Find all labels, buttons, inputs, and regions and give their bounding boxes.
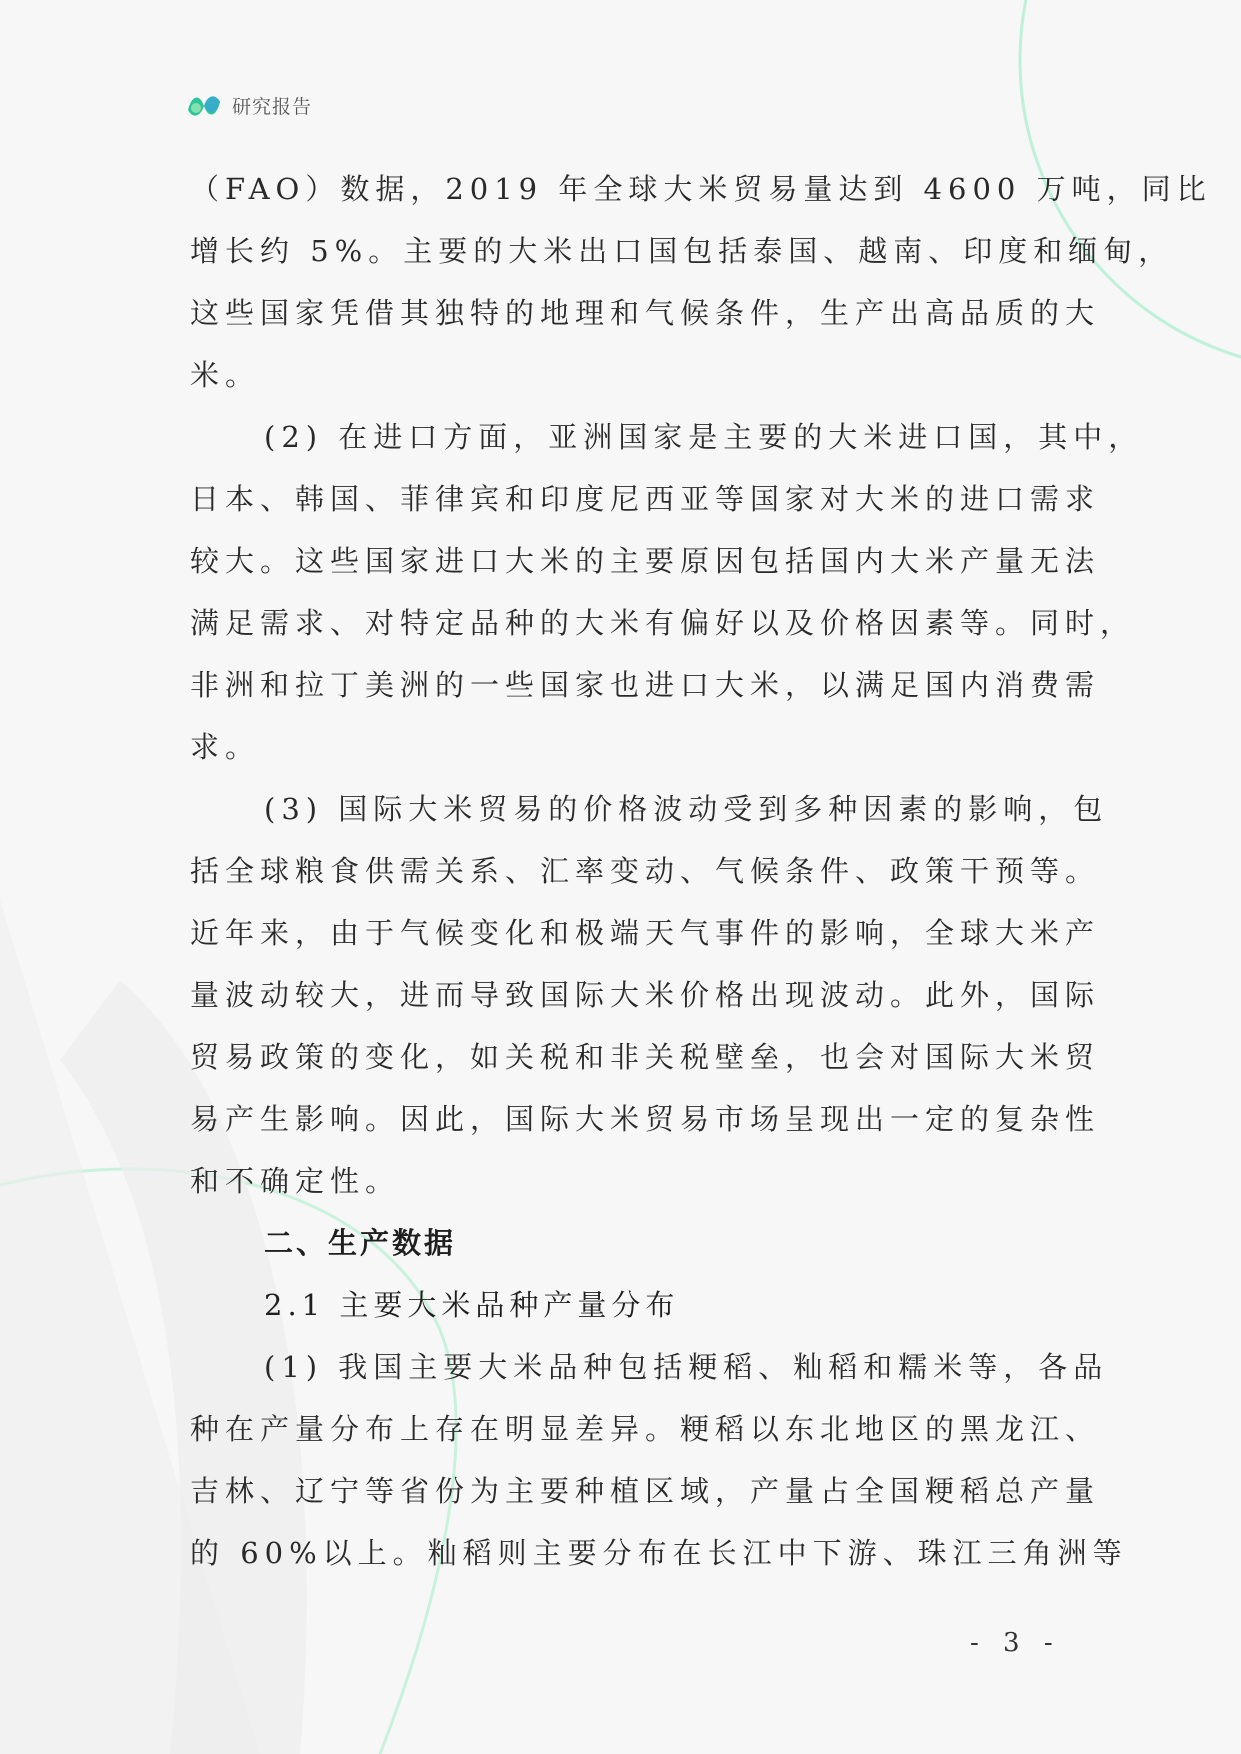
text-line: 吉林、辽宁等省份为主要种植区域，产量占全国粳稻总产量 bbox=[190, 1474, 1101, 1508]
text-line: 满足需求、对特定品种的大米有偏好以及价格因素等。同时， bbox=[190, 606, 1136, 640]
text-line: 较大。这些国家进口大米的主要原因包括国内大米产量无法 bbox=[190, 544, 1101, 578]
text-line: 贸易政策的变化，如关税和非关税壁垒，也会对国际大米贸 bbox=[190, 1040, 1101, 1074]
text-line: 米。 bbox=[190, 358, 261, 392]
subsection-heading: 2.1 主要大米品种产量分布 bbox=[264, 1288, 680, 1322]
text-line: 量波动较大，进而导致国际大米价格出现波动。此外，国际 bbox=[190, 978, 1101, 1012]
text-line: (3) 国际大米贸易的价格波动受到多种因素的影响，包 bbox=[264, 792, 1109, 826]
text-line: 的 60%以上。籼稻则主要分布在长江中下游、珠江三角洲等 bbox=[190, 1536, 1128, 1570]
text-line: 和不确定性。 bbox=[190, 1164, 401, 1198]
page-number: - 3 - bbox=[970, 1628, 1061, 1658]
document-body bbox=[190, 158, 1212, 1584]
text-line: 括全球粮食供需关系、汇率变动、气候条件、政策干预等。 bbox=[190, 854, 1101, 888]
text-line: 求。 bbox=[190, 730, 261, 764]
text-line: 日本、韩国、菲律宾和印度尼西亚等国家对大米的进口需求 bbox=[190, 482, 1101, 516]
paragraph-rice-varieties bbox=[190, 1336, 1128, 1584]
section-heading: 二、生产数据 bbox=[264, 1226, 457, 1260]
text-line: 这些国家凭借其独特的地理和气候条件，生产出高品质的大 bbox=[190, 296, 1101, 330]
text-line: (1) 我国主要大米品种包括粳稻、籼稻和糯米等，各品 bbox=[264, 1350, 1109, 1384]
text-line: 增长约 5%。主要的大米出口国包括泰国、越南、印度和缅甸， bbox=[190, 234, 1174, 268]
text-line: (2) 在进口方面，亚洲国家是主要的大米进口国，其中， bbox=[264, 420, 1144, 454]
text-line: 易产生影响。因此，国际大米贸易市场呈现出一定的复杂性 bbox=[190, 1102, 1101, 1136]
paragraph-price-volatility bbox=[190, 778, 1109, 1212]
header-title: 研究报告 bbox=[232, 95, 313, 118]
text-line: 种在产量分布上存在明显差异。粳稻以东北地区的黑龙江、 bbox=[190, 1412, 1101, 1446]
text-line: 非洲和拉丁美洲的一些国家也进口大米，以满足国内消费需 bbox=[190, 668, 1101, 702]
text-line: 近年来，由于气候变化和极端天气事件的影响，全球大米产 bbox=[190, 916, 1101, 950]
document-header bbox=[186, 88, 312, 122]
text-line: （FAO）数据，2019 年全球大米贸易量达到 4600 万吨，同比 bbox=[190, 172, 1212, 206]
company-logo-icon bbox=[186, 88, 222, 122]
paragraph-imports bbox=[190, 406, 1144, 778]
paragraph-fao-trade bbox=[190, 158, 1212, 406]
